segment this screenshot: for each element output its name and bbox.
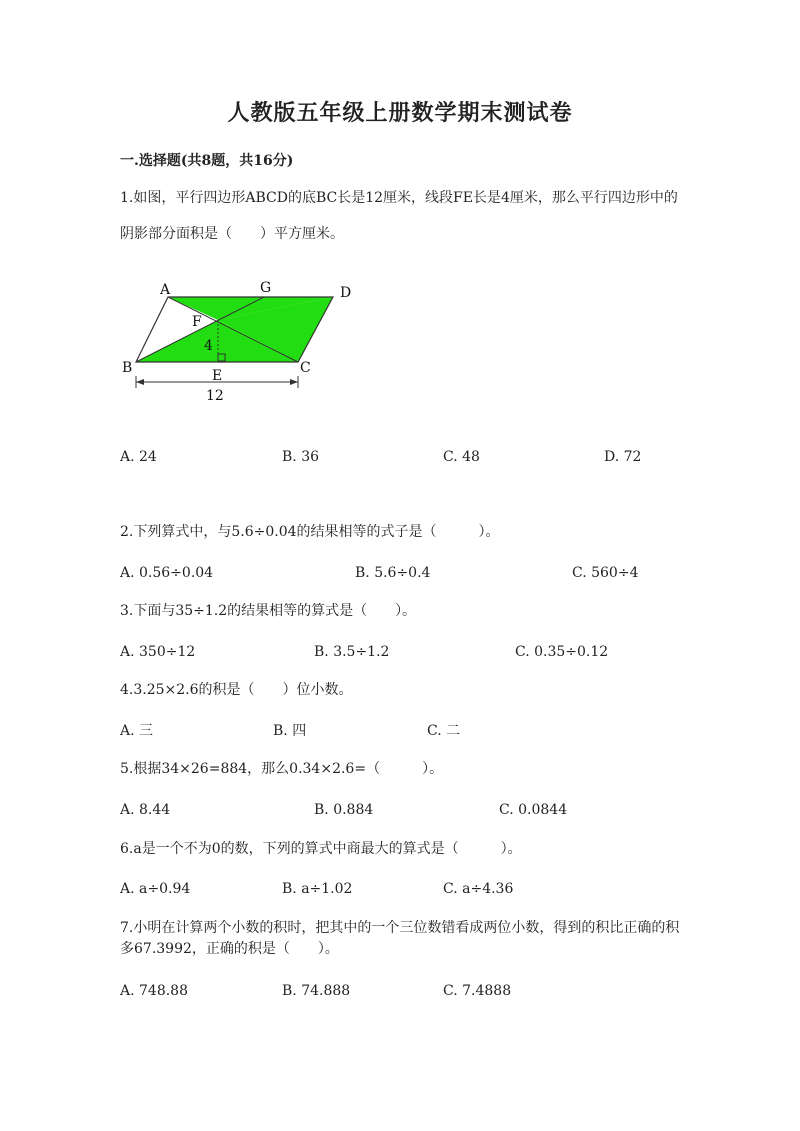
question-2-text: 2.下列算式中，与5.6÷0.04的结果相等的式子是（ ）。: [120, 524, 500, 540]
label-g: G: [260, 280, 272, 296]
q7-option-a[interactable]: A. 748.88: [120, 983, 188, 999]
q6-option-c[interactable]: C. a÷4.36: [443, 881, 514, 897]
q3-option-c[interactable]: C. 0.35÷0.12: [515, 644, 609, 660]
label-f: F: [192, 314, 202, 330]
label-e: E: [212, 368, 223, 384]
section-heading: 一.选择题(共8题，共16分): [120, 153, 294, 169]
label-b: B: [122, 360, 133, 376]
question-3-text: 3.下面与35÷1.2的结果相等的算式是（ ）。: [120, 603, 417, 619]
q3-option-a[interactable]: A. 350÷12: [120, 644, 196, 660]
question-7-text: 7.小明在计算两个小数的积时，把其中的一个三位数错看成两位小数，得到的积比正确的积多67.3992，正确的积是（ ）。: [120, 920, 680, 957]
q4-option-a[interactable]: A. 三: [120, 723, 154, 739]
q1-option-b[interactable]: B. 36: [282, 449, 320, 465]
q1-option-c[interactable]: C. 48: [443, 449, 480, 465]
label-a: A: [160, 282, 171, 298]
label-4: 4: [204, 338, 213, 354]
parallelogram-figure: [118, 272, 368, 412]
q4-option-b[interactable]: B. 四: [273, 723, 307, 739]
q1-option-d[interactable]: D. 72: [604, 449, 642, 465]
label-c: C: [300, 360, 311, 376]
q5-option-b[interactable]: B. 0.884: [314, 802, 374, 818]
question-6-text: 6.a是一个不为0的数，下列的算式中商最大的算式是（ ）。: [120, 841, 522, 857]
page-title: 人教版五年级上册数学期末测试卷: [227, 100, 573, 126]
q3-option-b[interactable]: B. 3.5÷1.2: [314, 644, 390, 660]
arrow-right: [290, 379, 298, 385]
q7-option-b[interactable]: B. 74.888: [282, 983, 351, 999]
q4-option-c[interactable]: C. 二: [427, 723, 461, 739]
q5-option-a[interactable]: A. 8.44: [120, 802, 171, 818]
q2-option-a[interactable]: A. 0.56÷0.04: [120, 565, 214, 581]
q2-option-b[interactable]: B. 5.6÷0.4: [355, 565, 431, 581]
q2-option-c[interactable]: C. 560÷4: [572, 565, 639, 581]
question-4-text: 4.3.25×2.6的积是（ ）位小数。: [120, 682, 353, 698]
q5-option-c[interactable]: C. 0.0844: [499, 802, 568, 818]
q1-option-a[interactable]: A. 24: [120, 449, 157, 465]
question-5-text: 5.根据34×26=884，那么0.34×2.6=（ ）。: [120, 761, 444, 777]
label-d: D: [340, 285, 352, 301]
question-1-text: 1.如图，平行四边形ABCD的底BC长是12厘米，线段FE长是4厘米，那么平行四边形中的阴影部分面积是（ ）平方厘米。: [120, 190, 678, 242]
q6-option-b[interactable]: B. a÷1.02: [282, 881, 353, 897]
q7-option-c[interactable]: C. 7.4888: [443, 983, 512, 999]
arrow-left: [136, 379, 144, 385]
label-12: 12: [206, 388, 224, 404]
q6-option-a[interactable]: A. a÷0.94: [120, 881, 191, 897]
